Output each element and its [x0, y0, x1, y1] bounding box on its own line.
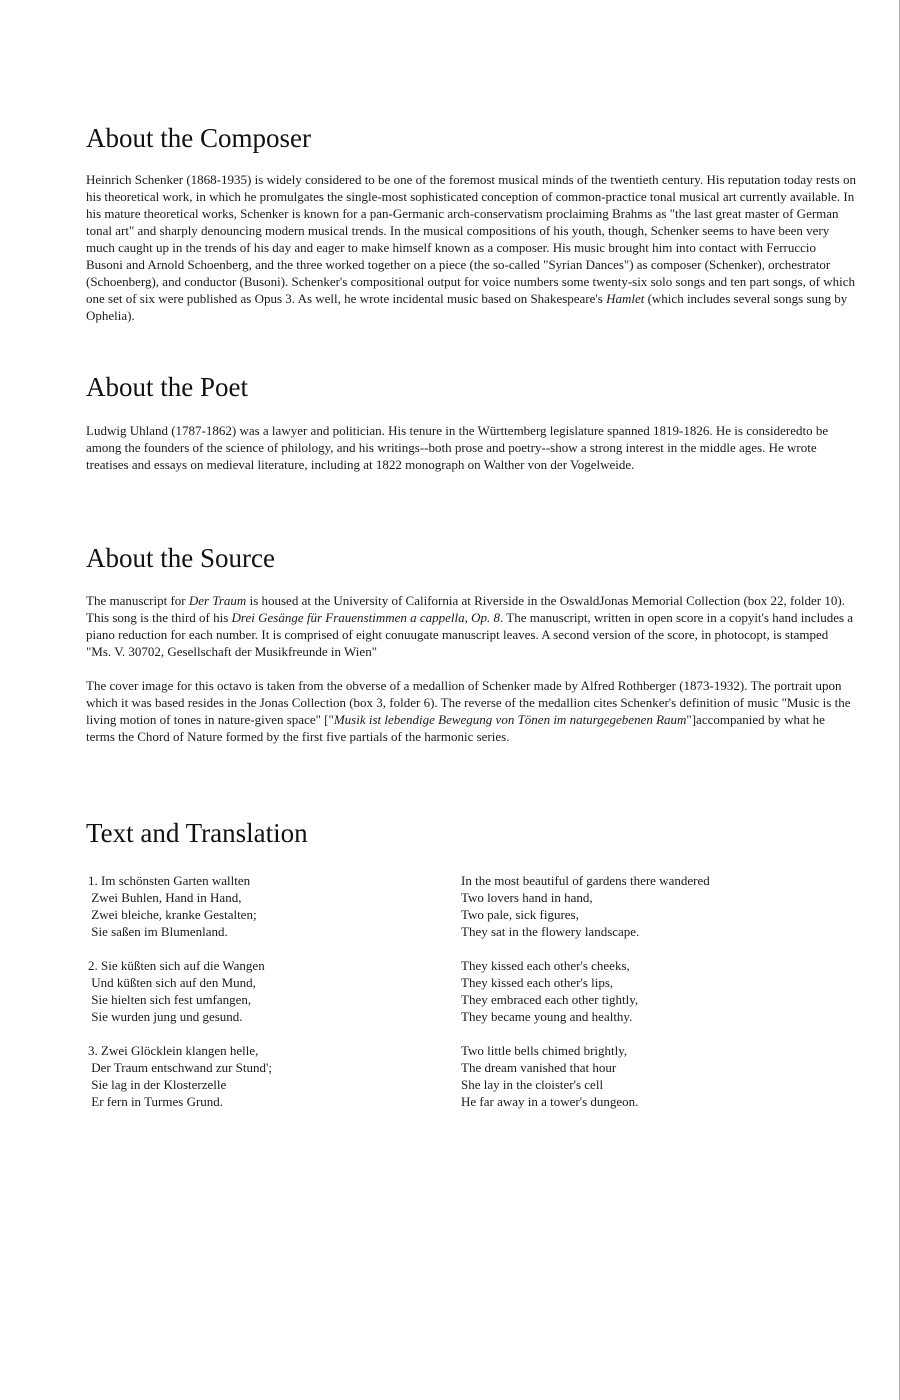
- translation-line: He far away in a tower's dungeon.: [461, 1094, 639, 1109]
- source-text-b: is housed at the University of California at Riverside in the OswaldJonas Memorial Collection (box 22, folder 10). This song is the third of his: [86, 593, 845, 625]
- translation-line: They became young and healthy.: [461, 1009, 633, 1024]
- english-stanza: [461, 872, 791, 940]
- translation-line: Two little bells chimed brightly,: [461, 1043, 628, 1058]
- poem-line: Zwei bleiche, kranke Gestalten;: [88, 907, 257, 922]
- composer-text: Heinrich Schenker (1868-1935) is widely considered to be one of the foremost musical minds of the twentieth century. His reputation today rests on his theoretical work, in which he promulgates the single-most sophisticated conception of common-practice tonal musical art currently available. In his mature theoretical works, Schenker is known for a pan-Germanic arch-conservatism proclaiming Brahms as "the last great master of German tonal art" and sharply denouncing modern musical trends. In the musical compositions of his youth, though, Schenker seems to have been very much caught up in the trends of his day and eager to make himself known as a composer. His music brought him into contact with Ferruccio Busoni and Arnold Schoenberg, and the three worked together on a piece (the so-called "Syrian Dances") as composer (Schenker), orchestrator (Schoenberg), and conductor (Busoni). Schenker's compositional output for voice numbers some twenty-six solo songs and ten part songs, of which one set of six were published as Opus 3. As well, he wrote incidental music based on Shakespeare's: [86, 172, 856, 306]
- poet-paragraph: Ludwig Uhland (1787-1862) was a lawyer and politician. His tenure in the Württemberg legislature spanned 1819-1826. He is consideredto be among the founders of the science of philology, and his writings--both prose and poetry--show a strong interest in the middle ages. He wrote treatises and essays on medieval literature, including at 1822 monograph on Walther von der Vogelweide.: [86, 423, 829, 472]
- poem-line: Er fern in Turmes Grund.: [88, 1094, 224, 1109]
- poem-line: Der Traum entschwand zur Stund';: [88, 1060, 272, 1075]
- poem-line: Sie lag in der Klosterzelle: [88, 1077, 227, 1092]
- composer-paragraph: [86, 171, 856, 324]
- poem-line: Zwei Buhlen, Hand in Hand,: [88, 890, 242, 905]
- source-text-a: The manuscript for: [86, 593, 189, 608]
- translation-line: Two pale, sick figures,: [461, 907, 579, 922]
- translation-line: Two lovers hand in hand,: [461, 890, 593, 905]
- composer-text-end: (which includes several songs sung by Ophelia).: [86, 291, 848, 323]
- german-stanza: [88, 957, 418, 1025]
- translation-heading: Text and Translation: [86, 818, 308, 848]
- poem-line: 1. Im schönsten Garten wallten: [88, 873, 251, 888]
- source-text-c: . The manuscript, written in open score in a copyit's hand includes a piano reduction for each number. It is comprised of eight conuugate manuscript leaves. A second version of the score, in photocopt, is stamped "Ms. V. 30702, Gesellschaft der Musikfreunde in Wien": [86, 610, 854, 659]
- poet-heading: About the Poet: [86, 372, 248, 402]
- english-stanza: [461, 957, 791, 1025]
- german-stanza: [88, 1042, 418, 1110]
- english-stanza: [461, 1042, 791, 1110]
- source-quote-german: Musik ist lebendige Bewegung von Tönen im naturgegebenen Raum: [333, 712, 687, 727]
- german-stanza: [88, 872, 418, 940]
- source-paragraph-1: [86, 592, 856, 660]
- translation-line: The dream vanished that hour: [461, 1060, 617, 1075]
- source-heading: About the Source: [86, 543, 275, 573]
- source-paragraph-2: [86, 677, 856, 745]
- source-p2-text-b: "]accompanied by what he terms the Chord of Nature formed by the first five partials of the harmonic series.: [86, 712, 825, 744]
- translation-line: They sat in the flowery landscape.: [461, 924, 640, 939]
- composer-heading: About the Composer: [86, 123, 311, 153]
- translation-line: In the most beautiful of gardens there wandered: [461, 873, 710, 888]
- german-text-column: [88, 872, 418, 1127]
- source-p2-text-a: The cover image for this octavo is taken from the obverse of a medallion of Schenker made by Alfred Rothberger (1873-1932). The portrait upon which it was based resides in the Jonas Collection (box 3, folder 6). The reverse of the medallion cites Schenker's definition of music "Music is the living motion of tones in nature-given space" [": [86, 678, 851, 727]
- translation-line: She lay in the cloister's cell: [461, 1077, 604, 1092]
- poem-line: 3. Zwei Glöcklein klangen helle,: [88, 1043, 259, 1058]
- poem-line: Sie wurden jung und gesund.: [88, 1009, 243, 1024]
- source-work-title: Der Traum: [188, 593, 247, 608]
- translation-line: They kissed each other's cheeks,: [461, 958, 630, 973]
- composer-hamlet-title: Hamlet: [606, 291, 645, 306]
- poem-line: 2. Sie küßten sich auf die Wangen: [88, 958, 265, 973]
- translation-line: They embraced each other tightly,: [461, 992, 639, 1007]
- english-translation-column: [461, 872, 791, 1127]
- source-opus-title: Drei Gesänge für Frauenstimmen a cappella, Op. 8: [231, 610, 501, 625]
- poem-line: Und küßten sich auf den Mund,: [88, 975, 256, 990]
- poem-line: Sie hielten sich fest umfangen,: [88, 992, 252, 1007]
- poem-line: Sie saßen im Blumenland.: [88, 924, 228, 939]
- translation-line: They kissed each other's lips,: [461, 975, 614, 990]
